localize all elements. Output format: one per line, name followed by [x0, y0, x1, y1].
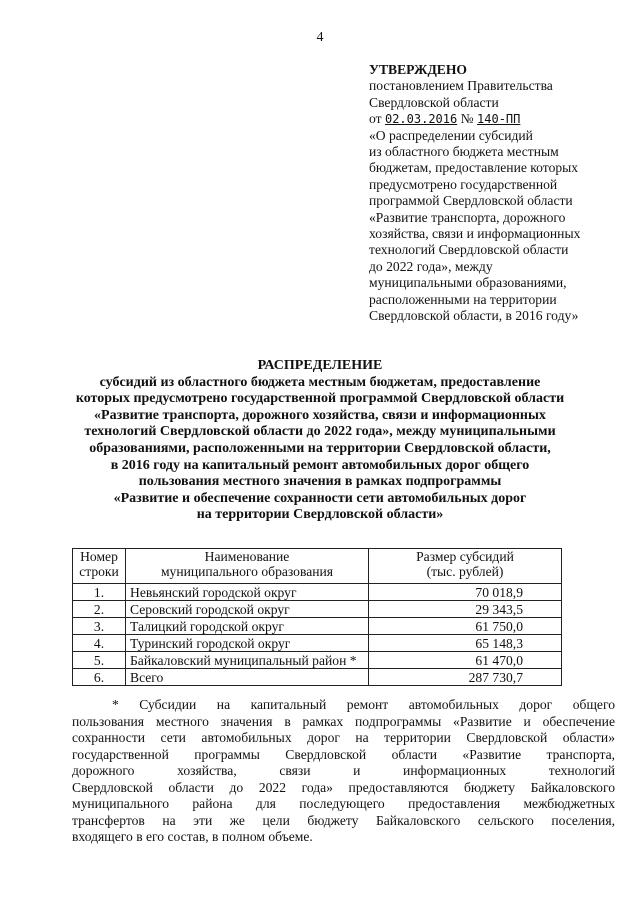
- municipality-name: Талицкий городской округ: [126, 618, 369, 635]
- footnote-line: Свердловской области до 2022 года» предоставляются бюджету Байкаловского: [72, 779, 615, 795]
- row-number: 3.: [73, 618, 126, 635]
- heading-line: пользования местного значения в рамках подпрограммы: [138, 474, 502, 490]
- municipality-name: Невьянский городской округ: [126, 584, 369, 601]
- subsidy-amount: 65 148,3: [369, 635, 562, 652]
- approval-subject-line: «О распределении субсидий: [369, 127, 533, 143]
- heading-line: на территории Свердловской области»: [196, 507, 444, 523]
- subsidy-amount: 29 343,5: [369, 601, 562, 618]
- approval-title: УТВЕРЖДЕНО: [369, 62, 468, 77]
- header-row-number: [73, 549, 126, 584]
- approval-subject-line: расположенными на территории: [369, 291, 557, 307]
- approval-subject-line: технологий Свердловской области: [369, 242, 569, 258]
- row-number: 2.: [73, 601, 126, 618]
- approval-subject-line: муниципальными образованиями,: [369, 275, 567, 291]
- footnote-line: муниципального района для последующего предоставления межбюджетных: [72, 796, 615, 811]
- subsidy-amount: 70 018,9: [369, 584, 562, 601]
- row-number: 5.: [73, 652, 126, 669]
- heading-title: РАСПРЕДЕЛЕНИЕ: [257, 358, 383, 373]
- subsidy-amount: 61 750,0: [369, 618, 562, 635]
- header-text: Номер: [80, 549, 118, 564]
- approval-date-line: [369, 111, 619, 127]
- approval-subject-line: бюджетам, предоставление которых: [369, 160, 579, 176]
- approval-subject-line: до 2022 года», между: [369, 258, 493, 274]
- page-number: 4: [316, 30, 324, 45]
- municipality-name: Серовский городской округ: [126, 601, 369, 618]
- heading-line: которых предусмотрено государственной программой Свердловской области: [75, 391, 565, 407]
- header-text: муниципального образования: [160, 564, 334, 579]
- heading-line: в 2016 году на капитальный ремонт автомобильных дорог общего: [110, 457, 530, 473]
- header-text: (тыс. рублей): [426, 564, 504, 579]
- footnote-line: дорожного хозяйства, связи и информационных технологий: [72, 763, 615, 778]
- table-row: [73, 618, 562, 635]
- subsidy-table: [72, 548, 562, 686]
- row-number: 6.: [73, 669, 126, 686]
- approval-subject-line: хозяйства, связи и информационных: [369, 226, 581, 242]
- approval-line-1: постановлением Правительства: [369, 78, 553, 94]
- footnote-line: входящего в его состав, в полном объеме.: [72, 829, 313, 844]
- subsidy-amount: 287 730,7: [369, 669, 562, 686]
- table-row-total: [73, 669, 562, 686]
- approval-block: [369, 62, 619, 325]
- approval-subject-line: из областного бюджета местным: [369, 144, 559, 160]
- footnote-line: * Субсидии на капитальный ремонт автомобильных дорог общего: [112, 697, 615, 712]
- table-row: [73, 601, 562, 618]
- footnote-line: пользования местного значения в рамках подпрограммы «Развитие и обеспечение: [72, 713, 615, 729]
- heading-line: «Развитие и обеспечение сохранности сети автомобильных дорог: [113, 490, 527, 506]
- approval-subject-line: «Развитие транспорта, дорожного: [369, 209, 566, 225]
- footnote-line: трансфертов на эти же цели бюджету Байкаловского сельского поселения,: [72, 812, 615, 828]
- header-text: Наименование: [204, 549, 290, 564]
- header-amount: [369, 549, 562, 584]
- approval-subject-line: Свердловской области, в 2016 году»: [369, 308, 579, 324]
- municipality-name: Всего: [126, 669, 369, 686]
- heading-line: технологий Свердловской области до 2022 года», между муниципальными: [84, 424, 556, 440]
- row-number: 1.: [73, 584, 126, 601]
- table-header-row: [73, 549, 562, 584]
- approval-subject-line: программой Свердловской области: [369, 193, 573, 209]
- heading-line: субсидий из областного бюджета местным бюджетам, предоставление: [99, 374, 541, 390]
- footnote-line: государственной программы Свердловской области «Развитие транспорта,: [72, 746, 615, 762]
- table-row: [73, 652, 562, 669]
- document-heading: [0, 358, 640, 524]
- number-sign: №: [460, 111, 474, 127]
- decree-date: 02.03.2016: [384, 112, 458, 127]
- date-prefix: от: [369, 111, 382, 127]
- approval-subject-line: предусмотрено государственной: [369, 176, 558, 192]
- municipality-name: Байкаловский муниципальный район *: [126, 652, 369, 669]
- decree-number: 140-ПП: [477, 112, 521, 127]
- heading-line: образованиями, расположенными на территории Свердловской области,: [89, 440, 551, 456]
- municipality-name: Туринский городской округ: [126, 635, 369, 652]
- table-row: [73, 584, 562, 601]
- header-text: строки: [79, 564, 119, 579]
- table-row: [73, 635, 562, 652]
- row-number: 4.: [73, 635, 126, 652]
- footnote-line: сохранности сети автомобильных дорог на территории Свердловской области»: [72, 730, 615, 745]
- footnote: [72, 697, 615, 846]
- header-text: Размер субсидий: [416, 549, 514, 564]
- heading-line: «Развитие транспорта, дорожного хозяйства, связи и информационных: [94, 407, 546, 423]
- approval-line-2: Свердловской области: [369, 94, 499, 110]
- header-municipality: [126, 549, 369, 584]
- subsidy-amount: 61 470,0: [369, 652, 562, 669]
